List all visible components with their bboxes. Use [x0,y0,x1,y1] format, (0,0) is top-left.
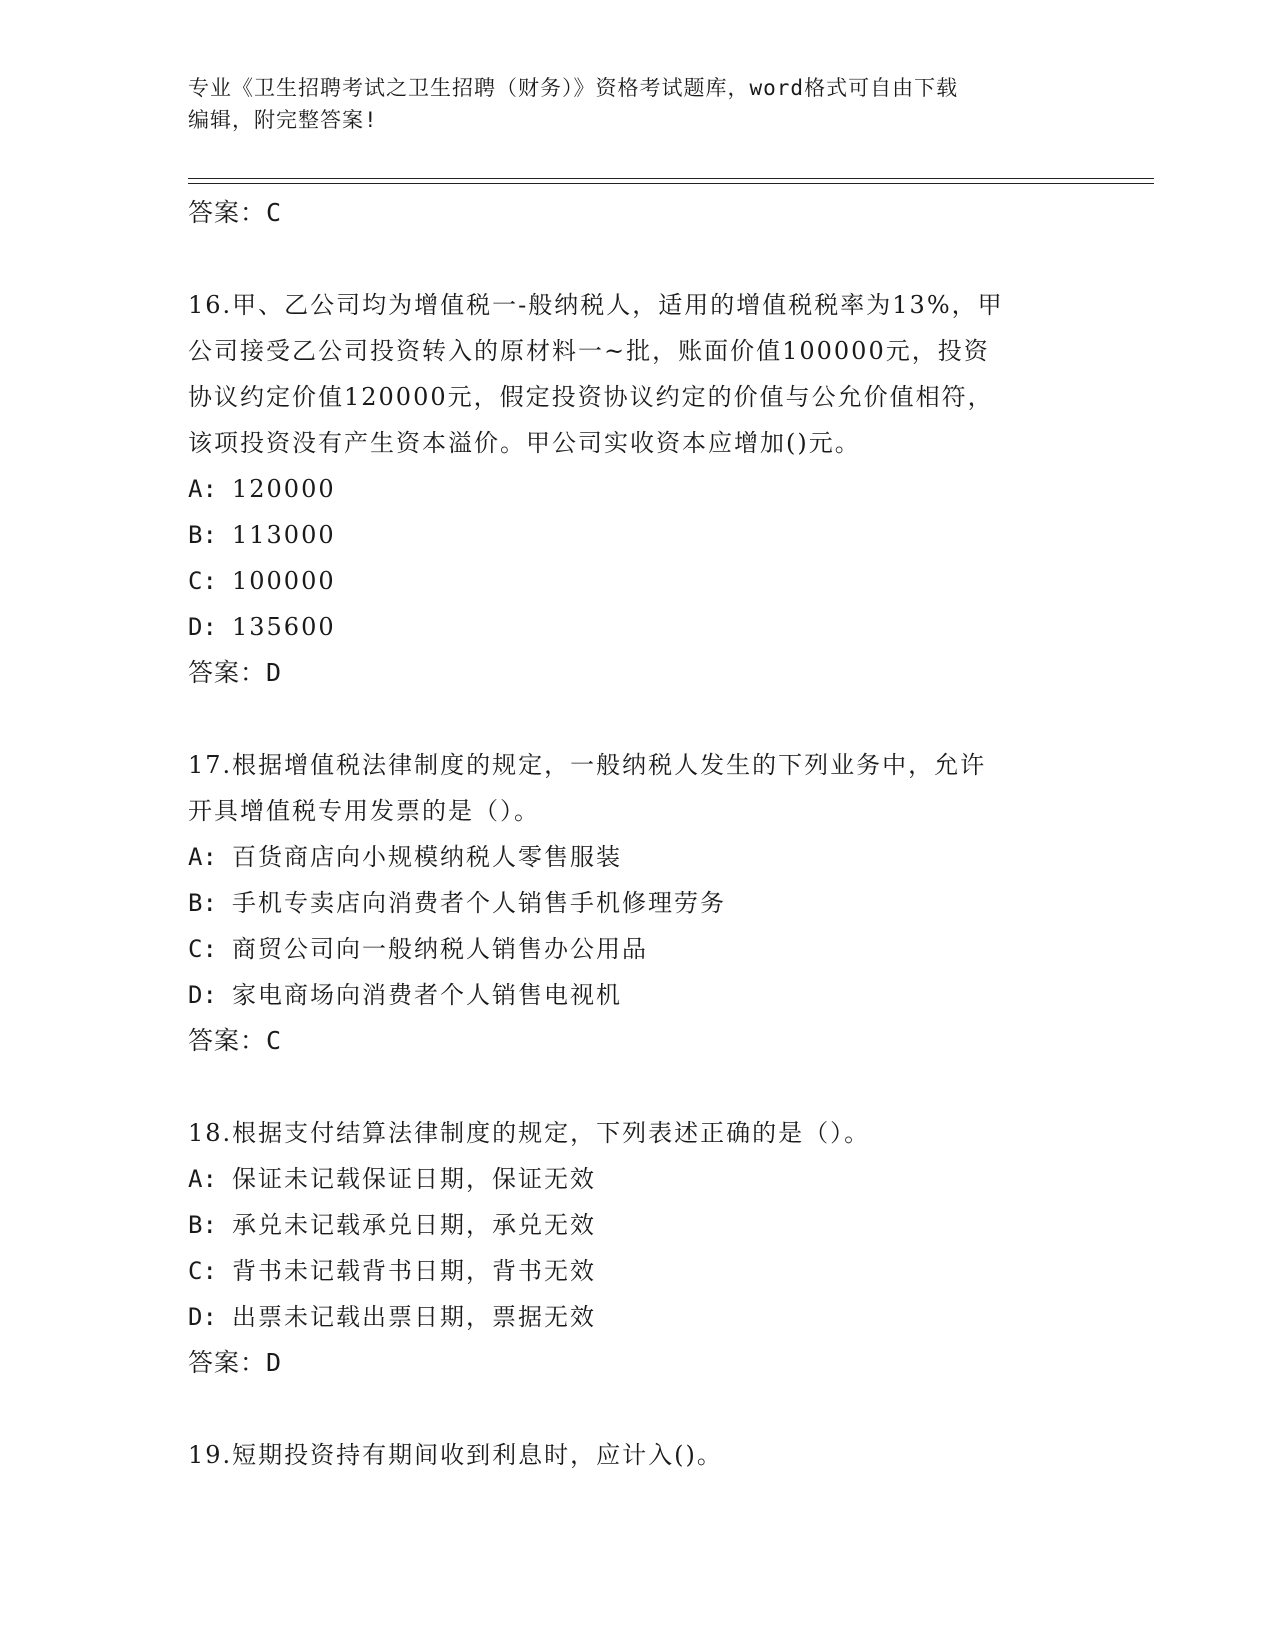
question-18 [188,1110,1088,1386]
question-text-line: 19.短期投资持有期间收到利息时，应计入()。 [188,1441,723,1469]
question-text-line: 开具增值税专用发票的是（）。 [188,797,540,825]
option-letter: D: [188,613,217,641]
option-letter: B: [188,1211,217,1239]
question-text-line: 16.甲、乙公司均为增值税一-般纳税人，适用的增值税税率为13%，甲 [188,291,1004,319]
question-list [188,190,1088,1478]
header-line-1: 专业《卫生招聘考试之卫生招聘（财务）》资格考试题库，word格式可自由下载 [188,76,959,100]
spacer [188,1386,1088,1432]
option-text: 商贸公司向一般纳税人销售办公用品 [232,935,648,963]
spacer [188,696,1088,742]
question-text-line: 18.根据支付结算法律制度的规定，下列表述正确的是（）。 [188,1119,871,1147]
option-text: 出票未记载出票日期，票据无效 [232,1303,596,1331]
question-text-line: 公司接受乙公司投资转入的原材料一~批，账面价值100000元，投资 [188,337,990,365]
option-letter: A: [188,475,217,503]
document-header [188,72,1088,136]
option-letter: C: [188,567,217,595]
option-c [188,1248,1088,1294]
option-a [188,1156,1088,1202]
option-letter: D: [188,1303,217,1331]
option-text: 120000 [232,475,336,503]
option-a [188,466,1088,512]
question-text-line: 17.根据增值税法律制度的规定，一般纳税人发生的下列业务中，允许 [188,751,987,779]
answer-label: 答案：C [188,1026,283,1055]
option-text: 背书未记载背书日期，背书无效 [232,1257,596,1285]
option-b [188,880,1088,926]
option-text: 保证未记载保证日期，保证无效 [232,1165,596,1193]
option-letter: C: [188,935,217,963]
header-line-2: 编辑，附完整答案! [188,108,378,132]
option-text: 家电商场向消费者个人销售电视机 [232,981,622,1009]
question-19 [188,1432,1088,1478]
option-letter: A: [188,1165,217,1193]
option-letter: B: [188,889,217,917]
option-text: 承兑未记载承兑日期，承兑无效 [232,1211,596,1239]
spacer [188,236,1088,282]
option-a [188,834,1088,880]
header-divider-bottom [188,183,1154,184]
option-c [188,926,1088,972]
option-letter: A: [188,843,217,871]
option-b [188,1202,1088,1248]
question-text-line: 该项投资没有产生资本溢价。甲公司实收资本应增加()元。 [188,429,861,457]
option-d [188,604,1088,650]
option-text: 手机专卖店向消费者个人销售手机修理劳务 [232,889,726,917]
answer-label: 答案：C [188,198,283,227]
option-letter: B: [188,521,217,549]
answer-label: 答案：D [188,1348,283,1377]
spacer [188,1064,1088,1110]
option-text: 135600 [232,613,336,641]
header-divider-top [188,178,1154,179]
question-17 [188,742,1088,1064]
option-letter: D: [188,981,217,1009]
option-text: 100000 [232,567,336,595]
option-d [188,1294,1088,1340]
question-text-line: 协议约定价值120000元，假定投资协议约定的价值与公允价值相符， [188,383,994,411]
question-16 [188,282,1088,696]
option-c [188,558,1088,604]
option-letter: C: [188,1257,217,1285]
option-d [188,972,1088,1018]
option-b [188,512,1088,558]
option-text: 百货商店向小规模纳税人零售服装 [232,843,622,871]
answer-label: 答案：D [188,658,283,687]
option-text: 113000 [232,521,336,549]
